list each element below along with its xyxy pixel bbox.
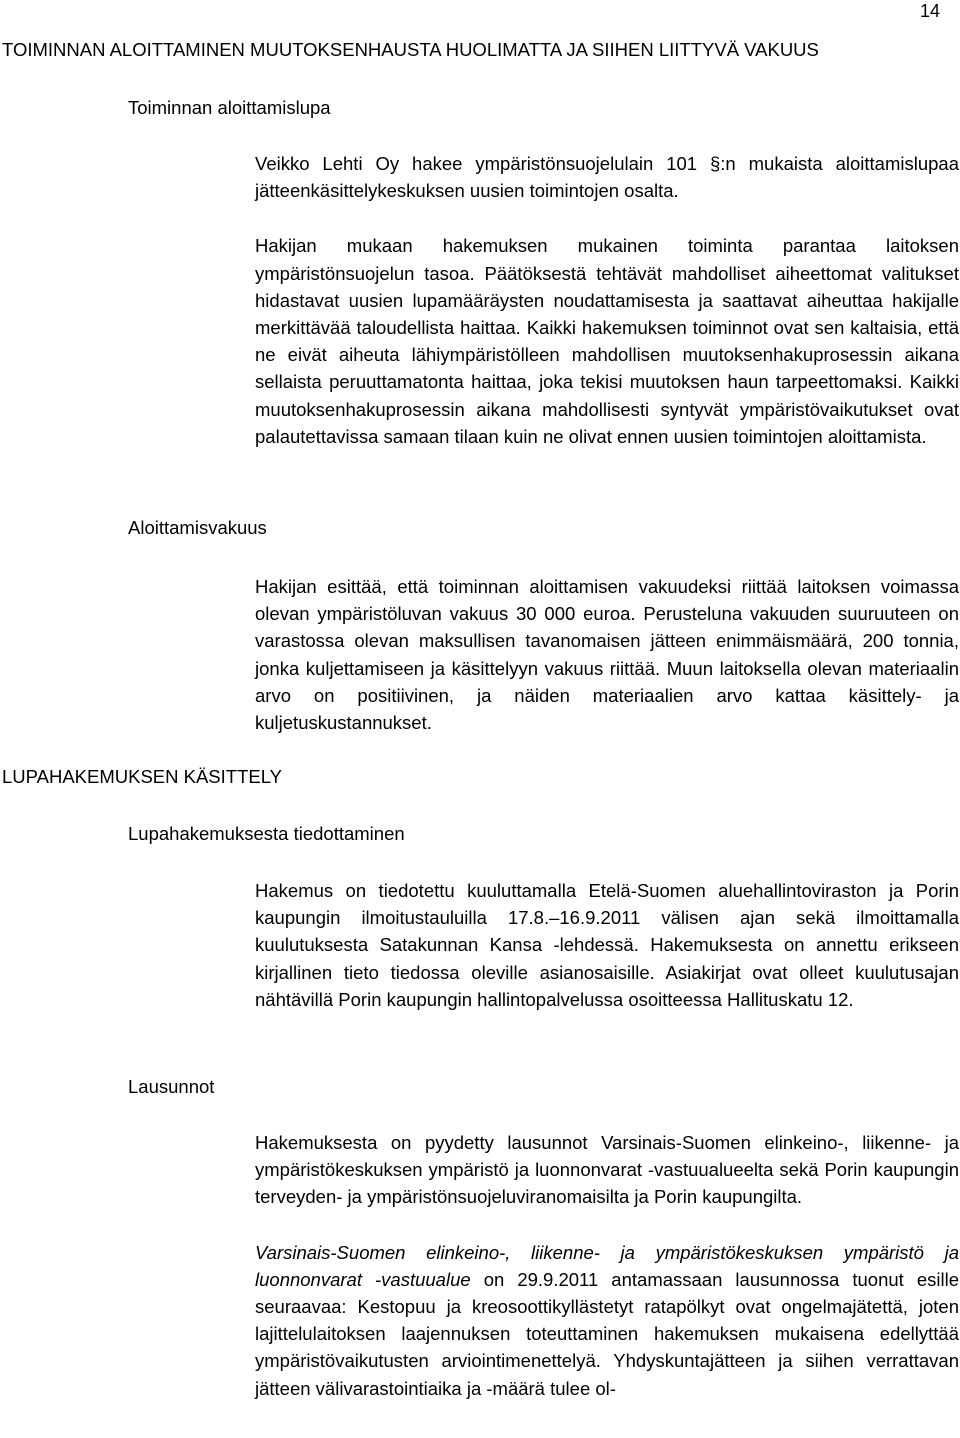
body-aloittamislupa <box>255 150 959 450</box>
section-heading-lupahakemuksen-kasittely: LUPAHAKEMUKSEN KÄSITTELY <box>2 766 282 787</box>
subheading-aloittamisvakuus: Aloittamisvakuus <box>128 517 267 538</box>
subheading-lupahakemuksesta-tiedottaminen: Lupahakemuksesta tiedottaminen <box>128 823 405 844</box>
paragraph: Hakemus on tiedotettu kuuluttamalla Etelä-Suomen aluehallintoviraston ja Porin kaupungin ilmoitustauluilla 17.8.–16.9.2011 välisen ajan sekä ilmoittamalla kuulutuksesta Satakunnan Kansa -lehdessä. Hakemuksesta on annettu erikseen kirjallinen tieto tiedossa oleville asianosaisille. Asiakirjat ovat olleet kuulutusajan nähtävillä Porin kaupungin hallintopalvelussa osoitteessa Hallituskatu 12. <box>255 880 959 1010</box>
subheading-lausunnot: Lausunnot <box>128 1076 215 1097</box>
paragraph-text: on 29.9.2011 antamassaan lausunnossa tuonut esille seuraavaa: Kestopuu ja kreosoottikyllästetyt ratapölkyt ovat ongelmajätettä, joten lajittelulaitoksen laajennuksen toteuttaminen hakemuksen mukaisena edellyttää ympäristövaikutusten arviointimenettelyä. Yhdyskuntajätteen ja siihen verrattavan jätteen välivarastointiaika ja -määrä tulee ol- <box>255 1268 959 1399</box>
subheading-toiminnan-aloittamislupa: Toiminnan aloittamislupa <box>128 97 331 118</box>
paragraph: Hakijan esittää, että toiminnan aloittamisen vakuudeksi riittää laitoksen voimassa olevan ympäristöluvan vakuus 30 000 euroa. Perusteluna vakuuden suuruuteen on varastossa olevan maksullisen tavanomaisen jätteen enimmäismäärä, 200 tonnia, jonka kuljettamiseen ja käsittelyyn vakuus riittää. Muun laitoksella olevan materiaalin arvo on positiivinen, ja näiden materiaalien arvo kattaa käsittely- ja kuljetuskustannukset. <box>255 576 959 734</box>
body-aloittamisvakuus <box>255 573 959 736</box>
body-lausunnot <box>255 1129 959 1402</box>
section-heading-toiminnan-aloittaminen: TOIMINNAN ALOITTAMINEN MUUTOKSENHAUSTA HUOLIMATTA JA SIIHEN LIITTYVÄ VAKUUS <box>2 39 819 60</box>
paragraph: Hakemuksesta on pyydetty lausunnot Varsinais-Suomen elinkeino-, liikenne- ja ympäristökeskuksen ympäristö ja luonnonvarat -vastuualueelta sekä Porin kaupungin terveyden- ja ympäristönsuojeluviranomaisilta ja Porin kaupungilta. <box>255 1132 959 1208</box>
paragraph: Veikko Lehti Oy hakee ympäristönsuojelulain 101 §:n mukaista aloittamislupaa jätteenkäsittelykeskuksen uusien toimintojen osalta. <box>255 153 959 202</box>
paragraph: Hakijan mukaan hakemuksen mukainen toiminta parantaa laitoksen ympäristönsuojelun tasoa. Päätöksestä tehtävät mahdolliset aiheettomat valitukset hidastavat uusien lupamääräysten noudattamisesta ja saattavat aiheuttaa hakijalle merkittävää taloudellista haittaa. Kaikki hakemuksen toiminnot ovat sen kaltaisia, että ne eivät aiheuta lähiympäristölleen mahdollisen muutoksenhakuprosessin aikana sellaista peruuttamatonta haittaa, joka tekisi muutoksen haun tarpeettomaksi. Kaikki muutoksenhakuprosessin aikana mahdollisesti syntyvät ympäristövaikutukset ovat palautettavissa samaan tilaan kuin ne olivat ennen uusien toimintojen aloittamista. <box>255 235 959 447</box>
italic-authority-name: Varsinais-Suomen elinkeino-, liikenne- ja ympäristökeskuksen ympäristö ja luonnonvarat -vastuualue <box>255 1241 959 1290</box>
paragraph <box>255 1239 959 1402</box>
page-number: 14 <box>919 1 940 21</box>
body-tiedottaminen <box>255 877 959 1013</box>
